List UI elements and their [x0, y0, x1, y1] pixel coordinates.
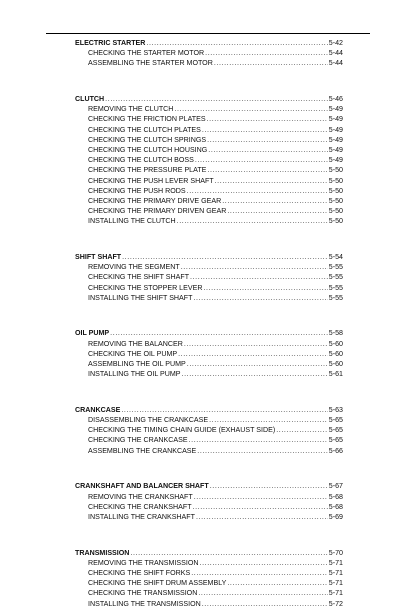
toc-entry-title: CHECKING THE OIL PUMP [88, 349, 178, 358]
toc-entry-page: 5-44 [328, 59, 343, 68]
toc-entry-title: INSTALLING THE TRANSMISSION [88, 599, 201, 608]
dot-leader [122, 252, 328, 262]
toc-entry-page: 5-68 [328, 492, 343, 501]
toc-entry-title: INSTALLING THE CLUTCH [88, 217, 176, 226]
toc-entry-page: 5-49 [328, 135, 343, 144]
toc-entry[interactable] [75, 359, 343, 369]
dot-leader [195, 155, 328, 165]
toc-entry[interactable] [75, 176, 343, 186]
toc-entry-page: 5-71 [328, 558, 343, 567]
toc-entry-title: CHECKING THE CRANKSHAFT [88, 502, 192, 511]
toc-entry-title: CHECKING THE STARTER MOTOR [88, 49, 205, 58]
toc-entry-page: 5-71 [328, 589, 343, 598]
toc-entry[interactable] [75, 104, 343, 114]
dot-leader [222, 196, 328, 206]
toc-entry-title: INSTALLING THE SHIFT SHAFT [88, 293, 193, 302]
toc-section-crankcase [75, 405, 343, 456]
toc-entry[interactable] [75, 125, 343, 135]
toc-entry[interactable] [75, 349, 343, 359]
toc-entry-title: CHECKING THE CLUTCH SPRINGS [88, 135, 207, 144]
toc-entry-page: 5-60 [328, 360, 343, 368]
toc-entry-title: REMOVING THE CLUTCH [88, 105, 174, 114]
dot-leader [121, 405, 327, 415]
dot-leader [105, 94, 328, 104]
toc-entry[interactable] [75, 216, 343, 226]
dot-leader [227, 578, 327, 588]
toc-entry-page: 5-55 [328, 293, 343, 302]
toc-heading-title: SHIFT SHAFT [75, 253, 122, 261]
toc-heading[interactable] [75, 481, 343, 491]
toc-entry-page: 5-44 [328, 49, 343, 58]
section-spacer [75, 69, 343, 95]
toc-heading-title: CRANKSHAFT AND BALANCER SHAFT [75, 482, 209, 491]
toc-entry-title: CHECKING THE PRIMARY DRIVE GEAR [88, 196, 222, 205]
toc-entry-page: 5-68 [328, 502, 343, 511]
toc-entry[interactable] [75, 492, 343, 502]
toc-entry-page: 5-65 [328, 416, 343, 425]
dot-leader [205, 48, 328, 58]
toc-entry-title: CHECKING THE CRANKCASE [88, 436, 188, 445]
toc-heading-page: 5-70 [328, 548, 343, 557]
toc-heading[interactable] [75, 328, 343, 338]
dot-leader [189, 435, 328, 445]
toc-section-oil-pump [75, 328, 343, 379]
toc-entry-title: ASSEMBLING THE STARTER MOTOR [88, 59, 213, 68]
dot-leader [207, 135, 328, 145]
toc-entry-title: CHECKING THE CLUTCH PLATES [88, 125, 201, 134]
toc-entry-page: 5-55 [328, 283, 343, 292]
dot-leader [208, 145, 328, 155]
toc-heading[interactable] [75, 252, 343, 262]
toc-entry-title: ASSEMBLING THE OIL PUMP [88, 360, 186, 368]
toc-entry-title: CHECKING THE SHIFT DRUM ASSEMBLY [88, 579, 227, 588]
toc-entry-page: 5-72 [328, 599, 343, 608]
toc-entry[interactable] [75, 114, 343, 124]
dot-leader [207, 114, 328, 124]
toc-entry-page: 5-71 [328, 568, 343, 577]
toc-entry[interactable] [75, 425, 343, 435]
toc-entry[interactable] [75, 558, 343, 568]
toc-entry-title: CHECKING THE STOPPER LEVER [88, 283, 203, 292]
toc-entry-title: CHECKING THE PRESSURE PLATE [88, 166, 207, 175]
toc-entry-page: 5-69 [328, 512, 343, 521]
dot-leader [215, 176, 328, 186]
toc-entry-title: CHECKING THE TIMING CHAIN GUIDE (EXHAUST SIDE) [88, 426, 276, 435]
toc-heading-title: CLUTCH [75, 95, 105, 104]
dot-leader [187, 186, 328, 196]
toc-entry[interactable] [75, 435, 343, 445]
toc-entry[interactable] [75, 293, 343, 303]
toc-entry[interactable] [75, 145, 343, 155]
toc-entry[interactable] [75, 369, 343, 379]
dot-leader [194, 492, 328, 502]
dot-leader [196, 512, 328, 522]
section-spacer [75, 522, 343, 548]
toc-entry-title: CHECKING THE SHIFT FORKS [88, 568, 191, 577]
dot-leader [193, 293, 327, 303]
toc-heading[interactable] [75, 405, 343, 415]
toc-entry[interactable] [75, 339, 343, 349]
toc-heading-page: 5-67 [328, 482, 343, 491]
dot-leader [191, 568, 328, 578]
section-spacer [75, 227, 343, 253]
dot-leader [202, 599, 328, 609]
toc-entry[interactable] [75, 206, 343, 216]
dot-leader [209, 415, 328, 425]
toc-heading-page: 5-63 [328, 405, 343, 414]
toc-entry[interactable] [75, 48, 343, 58]
toc-entry-page: 5-71 [328, 579, 343, 588]
dot-leader [110, 328, 328, 338]
toc-entry[interactable] [75, 588, 343, 598]
dot-leader [207, 165, 327, 175]
toc-entry-title: CHECKING THE PRIMARY DRIVEN GEAR [88, 207, 227, 216]
toc-entry-title: REMOVING THE TRANSMISSION [88, 558, 199, 567]
toc-entry-title: CHECKING THE SHIFT SHAFT [88, 273, 190, 282]
dot-leader [178, 349, 328, 359]
toc-entry[interactable] [75, 502, 343, 512]
dot-leader [203, 283, 327, 293]
toc-heading-title: CRANKCASE [75, 405, 121, 414]
toc-entry-page: 5-65 [328, 426, 343, 435]
dot-leader [187, 359, 328, 369]
dot-leader [174, 104, 327, 114]
toc-section-crankshaft [75, 481, 343, 522]
toc-heading-page: 5-42 [328, 39, 343, 47]
toc-entry-title: INSTALLING THE OIL PUMP [88, 370, 181, 379]
toc-heading[interactable] [75, 94, 343, 104]
dot-leader [198, 588, 327, 598]
toc-entry-page: 5-49 [328, 156, 343, 165]
dot-leader [193, 502, 328, 512]
dot-leader [200, 558, 328, 568]
dot-leader [177, 216, 328, 226]
toc-entry-page: 5-65 [328, 436, 343, 445]
toc-entry-page: 5-49 [328, 146, 343, 154]
toc-entry-page: 5-55 [328, 273, 343, 282]
dot-leader [130, 548, 327, 558]
top-rule [46, 33, 370, 34]
dot-leader [210, 481, 328, 491]
toc-entry[interactable] [75, 415, 343, 425]
toc-entry[interactable] [75, 262, 343, 272]
toc-section-shift-shaft [75, 252, 343, 303]
toc-heading-title: ELECTRIC STARTER [75, 39, 146, 47]
toc-entry-title: CHECKING THE PUSH LEVER SHAFT [88, 176, 214, 185]
toc-entry[interactable] [75, 599, 343, 609]
dot-leader [182, 369, 328, 379]
toc-entry-title: INSTALLING THE CRANKSHAFT [88, 512, 195, 521]
toc-section-electric-starter [75, 38, 343, 69]
toc-entry[interactable] [75, 272, 343, 282]
toc-entry-title: REMOVING THE SEGMENT [88, 263, 180, 272]
dot-leader [146, 38, 327, 48]
toc-entry-page: 5-50 [328, 176, 343, 185]
dot-leader [214, 58, 328, 68]
toc-entry-title: CHECKING THE FRICTION PLATES [88, 115, 206, 124]
toc-entry-page: 5-50 [328, 166, 343, 175]
toc-entry-page: 5-49 [328, 115, 343, 124]
toc-heading-title: TRANSMISSION [75, 548, 130, 557]
toc-heading-title: OIL PUMP [75, 329, 110, 338]
toc-entry-page: 5-49 [328, 125, 343, 134]
toc-entry-page: 5-61 [328, 370, 343, 379]
toc-entry-page: 5-60 [328, 349, 343, 358]
toc-entry-page: 5-66 [328, 446, 343, 455]
dot-leader [181, 262, 328, 272]
toc-entry-title: REMOVING THE CRANKSHAFT [88, 492, 193, 501]
toc-heading-page: 5-54 [328, 253, 343, 261]
dot-leader [276, 425, 328, 435]
toc-entry[interactable] [75, 283, 343, 293]
toc-entry-title: ASSEMBLING THE CRANKCASE [88, 446, 197, 455]
dot-leader [190, 272, 328, 282]
toc-entry-page: 5-60 [328, 339, 343, 348]
toc-entry-title: CHECKING THE PUSH RODS [88, 186, 186, 195]
toc-entry-title: CHECKING THE TRANSMISSION [88, 589, 198, 598]
toc-entry-page: 5-50 [328, 207, 343, 216]
toc-entry-title: CHECKING THE CLUTCH HOUSING [88, 146, 208, 154]
toc-entry[interactable] [75, 165, 343, 175]
toc-heading[interactable] [75, 548, 343, 558]
toc-section-transmission [75, 548, 343, 609]
toc-entry[interactable] [75, 58, 343, 68]
toc-section-clutch [75, 94, 343, 226]
section-spacer [75, 379, 343, 405]
toc-entry[interactable] [75, 135, 343, 145]
toc-entry[interactable] [75, 512, 343, 522]
toc-entry-page: 5-50 [328, 196, 343, 205]
toc-entry[interactable] [75, 186, 343, 196]
section-spacer [75, 303, 343, 329]
dot-leader [197, 446, 328, 456]
toc-entry-title: REMOVING THE BALANCER [88, 339, 183, 348]
toc-entry[interactable] [75, 155, 343, 165]
table-of-contents [75, 38, 343, 609]
toc-entry[interactable] [75, 578, 343, 588]
toc-entry-page: 5-49 [328, 105, 343, 114]
dot-leader [227, 206, 327, 216]
toc-heading[interactable] [75, 38, 343, 48]
toc-entry-page: 5-55 [328, 263, 343, 272]
toc-entry[interactable] [75, 446, 343, 456]
dot-leader [202, 125, 328, 135]
toc-entry-page: 5-50 [328, 217, 343, 226]
toc-entry-page: 5-50 [328, 186, 343, 195]
section-spacer [75, 456, 343, 482]
toc-heading-page: 5-58 [328, 329, 343, 338]
toc-entry[interactable] [75, 568, 343, 578]
toc-entry-title: DISASSEMBLING THE CRANKCASE [88, 416, 209, 425]
dot-leader [184, 339, 328, 349]
toc-entry[interactable] [75, 196, 343, 206]
toc-entry-title: CHECKING THE CLUTCH BOSS [88, 156, 194, 165]
toc-heading-page: 5-46 [328, 95, 343, 104]
